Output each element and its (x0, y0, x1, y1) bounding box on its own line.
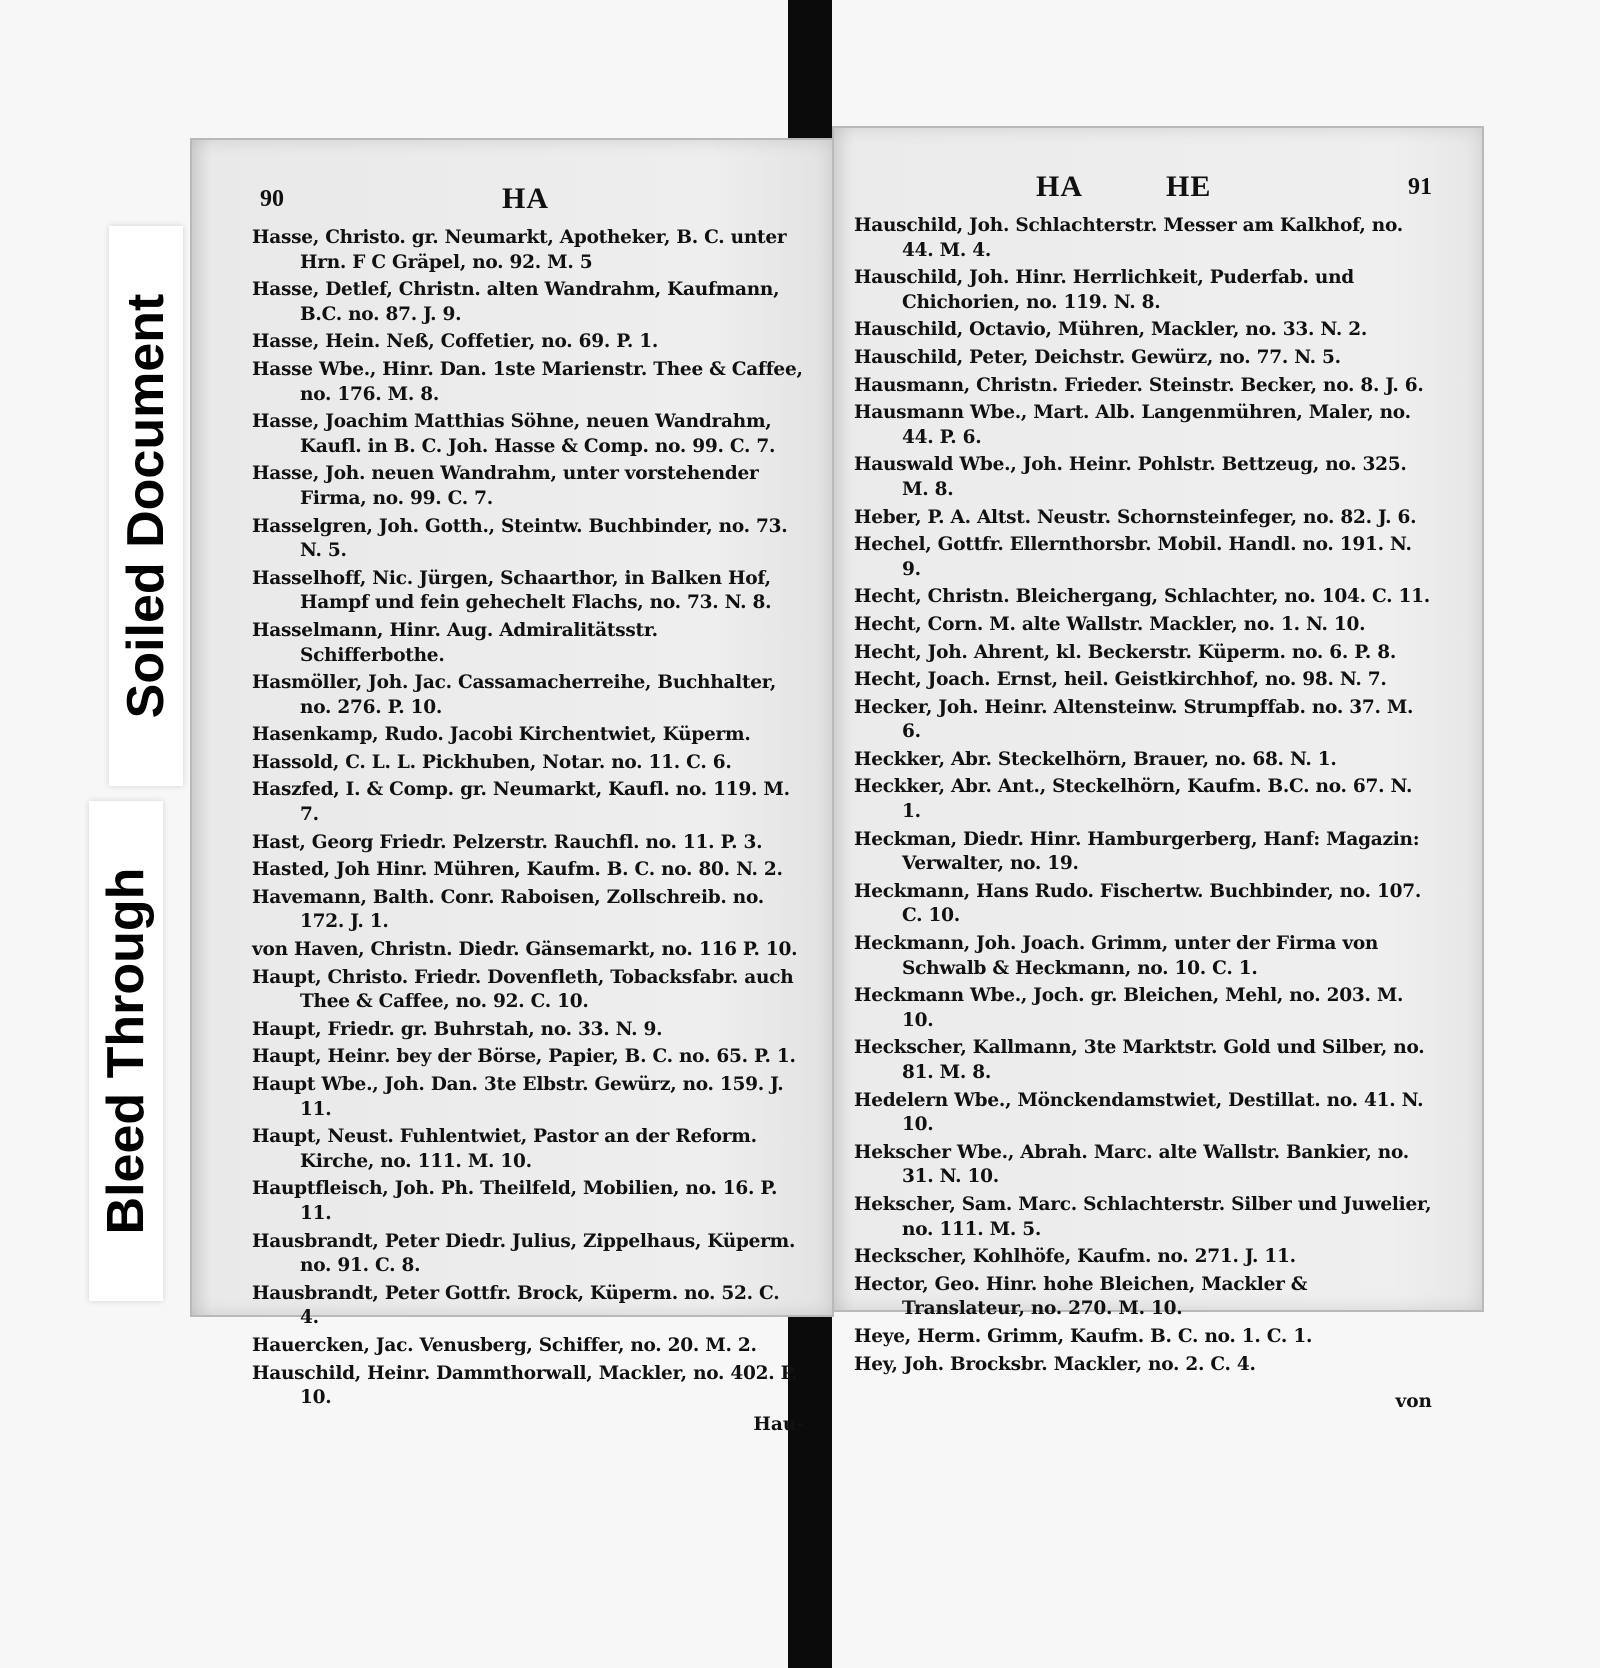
directory-entry: Hauptfleisch, Joh. Ph. Theilfeld, Mobilien, no. 16. P. 11. (252, 1178, 778, 1224)
directory-entry: Hecht, Christn. Bleichergang, Schlachter, no. 104. C. 11. (854, 586, 1430, 608)
directory-entry: Heckmann Wbe., Joch. gr. Bleichen, Mehl, no. 203. M. 10. (854, 985, 1404, 1031)
directory-entry: Hasselmann, Hinr. Aug. Admiralitätsstr. Schifferbothe. (252, 619, 658, 666)
right-page-running-head-ha: HA (1036, 170, 1083, 203)
directory-entry: Hausbrandt, Peter Gottfr. Brock, Küperm. no. 52. C. 4. (252, 1282, 780, 1329)
directory-entry: Hecht, Joh. Ahrent, kl. Beckerstr. Küperm. no. 6. P. 8. (854, 641, 1397, 663)
directory-entry: Haupt Wbe., Joh. Dan. 3te Elbstr. Gewürz, no. 159. J. 11. (252, 1074, 784, 1120)
directory-entry: Heye, Herm. Grimm, Kaufm. B. C. no. 1. C. 1. (854, 1325, 1313, 1347)
directory-entry: Hasselgren, Joh. Gotth., Steintw. Buchbinder, no. 73. N. 5. (252, 515, 788, 562)
directory-entry: von Haven, Christn. Diedr. Gänsemarkt, no. 116 P. 10. (252, 939, 798, 961)
right-page (832, 126, 1484, 1413)
directory-entry: Heckscher, Kallmann, 3te Marktstr. Gold und Silber, no. 81. M. 8. (854, 1037, 1425, 1083)
directory-entry: Haupt, Friedr. gr. Buhrstah, no. 33. N. 9. (252, 1018, 663, 1040)
directory-entry: Hasselhoff, Nic. Jürgen, Schaarthor, in Balken Hof, Hampf und fein gehechelt Flachs, no. 73. N. 8. (252, 567, 772, 614)
left-page-header (252, 180, 804, 226)
directory-entry: Hauschild, Peter, Deichstr. Gewürz, no. 77. N. 5. (854, 346, 1341, 368)
directory-entry: Hausbrandt, Peter Diedr. Julius, Zippelhaus, Küperm. no. 91. C. 8. (252, 1230, 796, 1277)
directory-entry: Heckmann, Hans Rudo. Fischertw. Buchbinder, no. 107. C. 10. (854, 880, 1422, 927)
directory-entry: Haszfed, I. & Comp. gr. Neumarkt, Kaufl. no. 119. M. 7. (252, 779, 790, 826)
right-page-catchword: von (1395, 1391, 1432, 1413)
directory-entry: Hasse, Hein. Neß, Coffetier, no. 69. P. 1. (252, 331, 659, 353)
directory-entry: Hey, Joh. Brocksbr. Mackler, no. 2. C. 4. (854, 1353, 1256, 1375)
directory-entry: Heber, P. A. Altst. Neustr. Schornsteinfeger, no. 82. J. 6. (854, 506, 1417, 528)
directory-entry: Haupt, Christo. Friedr. Dovenfleth, Tobacksfabr. auch Thee & Caffee, no. 92. C. 10. (252, 966, 794, 1013)
directory-entry: Hauschild, Joh. Schlachterstr. Messer am Kalkhof, no. 44. M. 4. (854, 215, 1403, 261)
right-page-header (854, 168, 1432, 214)
directory-entry: Hauswald Wbe., Joh. Heinr. Pohlstr. Bettzeug, no. 325. M. 8. (854, 454, 1407, 500)
directory-entry: Hauschild, Joh. Hinr. Herrlichkeit, Puderfab. und Chichorien, no. 119. N. 8. (854, 267, 1354, 313)
directory-entry: Hasted, Joh Hinr. Mühren, Kaufm. B. C. no. 80. N. 2. (252, 859, 783, 881)
directory-entry: Hasse, Christo. gr. Neumarkt, Apotheker, B. C. unter Hrn. F C Gräpel, no. 92. M. 5 (252, 227, 787, 273)
directory-entry: Haupt, Neust. Fuhlentwiet, Pastor an der Reform. Kirche, no. 111. M. 10. (252, 1126, 757, 1172)
directory-entry: Hector, Geo. Hinr. hohe Bleichen, Mackler & Translateur, no. 270. M. 10. (854, 1273, 1308, 1320)
directory-entry: Hecht, Joach. Ernst, heil. Geistkirchhof, no. 98. N. 7. (854, 669, 1387, 691)
right-page-content (854, 168, 1432, 1413)
directory-entry: Hekscher, Sam. Marc. Schlachterstr. Silber und Juwelier, no. 111. M. 5. (854, 1193, 1432, 1240)
directory-entry: Hauschild, Heinr. Dammthorwall, Mackler, no. 402. P. 10. (252, 1362, 798, 1409)
right-page-entries (854, 214, 1432, 1377)
directory-entry: Hauercken, Jac. Venusberg, Schiffer, no. 20. M. 2. (252, 1334, 757, 1356)
left-page-number: 90 (260, 186, 284, 212)
directory-entry: Heckman, Diedr. Hinr. Hamburgerberg, Hanf: Magazin: Verwalter, no. 19. (854, 828, 1420, 875)
right-page-running-head-he: HE (1166, 170, 1212, 203)
left-page-entries (252, 226, 804, 1411)
directory-entry: Haupt, Heinr. bey der Börse, Papier, B. C. no. 65. P. 1. (252, 1046, 796, 1068)
directory-entry: Hassold, C. L. L. Pickhuben, Notar. no. 11. C. 6. (252, 751, 732, 773)
left-page-catchword: Hau- (753, 1413, 804, 1435)
right-page-number: 91 (1408, 174, 1432, 200)
directory-entry: Heckker, Abr. Ant., Steckelhörn, Kaufm. B.C. no. 67. N. 1. (854, 776, 1413, 823)
directory-entry: Hasmöller, Joh. Jac. Cassamacherreihe, Buchhalter, no. 276. P. 10. (252, 672, 777, 718)
directory-entry: Hecker, Joh. Heinr. Altensteinw. Strumpffab. no. 37. M. 6. (854, 696, 1414, 743)
directory-entry: Hasse, Joachim Matthias Söhne, neuen Wandrahm, Kaufl. in B. C. Joh. Hasse & Comp. no. 99. C. 7. (252, 411, 776, 457)
gutter-shadow-top (788, 0, 832, 150)
directory-entry: Hausmann, Christn. Frieder. Steinstr. Becker, no. 8. J. 6. (854, 374, 1424, 396)
directory-entry: Havemann, Balth. Conr. Raboisen, Zollschreib. no. 172. J. 1. (252, 886, 764, 933)
directory-entry: Hechel, Gottfr. Ellernthorsbr. Mobil. Handl. no. 191. N. 9. (854, 534, 1412, 580)
bleed-through-label: Bleed Through (89, 801, 163, 1301)
directory-entry: Hast, Georg Friedr. Pelzerstr. Rauchfl. no. 11. P. 3. (252, 831, 763, 853)
directory-entry: Hasenkamp, Rudo. Jacobi Kirchentwiet, Küperm. (252, 724, 751, 746)
directory-entry: Heckscher, Kohlhöfe, Kaufm. no. 271. J. 11. (854, 1246, 1296, 1268)
directory-entry: Heckmann, Joh. Joach. Grimm, unter der Firma von Schwalb & Heckmann, no. 10. C. 1. (854, 933, 1379, 979)
directory-entry: Hekscher Wbe., Abrah. Marc. alte Wallstr. Bankier, no. 31. N. 10. (854, 1141, 1409, 1188)
directory-entry: Heckker, Abr. Steckelhörn, Brauer, no. 68. N. 1. (854, 748, 1337, 770)
directory-entry: Hasse, Joh. neuen Wandrahm, unter vorstehender Firma, no. 99. C. 7. (252, 463, 759, 509)
left-page-content (252, 180, 804, 1435)
directory-entry: Hecht, Corn. M. alte Wallstr. Mackler, no. 1. N. 10. (854, 613, 1366, 635)
directory-entry: Hauschild, Octavio, Mühren, Mackler, no. 33. N. 2. (854, 319, 1368, 341)
soiled-document-label: Soiled Document (109, 226, 183, 786)
directory-entry: Hausmann Wbe., Mart. Alb. Langenmühren, Maler, no. 44. P. 6. (854, 402, 1411, 448)
directory-entry: Hasse Wbe., Hinr. Dan. 1ste Marienstr. Thee & Caffee, no. 176. M. 8. (252, 358, 803, 405)
directory-entry: Hasse, Detlef, Christn. alten Wandrahm, Kaufmann, B.C. no. 87. J. 9. (252, 279, 780, 325)
left-page-running-head: HA (502, 182, 549, 215)
left-page (190, 138, 834, 1435)
directory-entry: Hedelern Wbe., Mönckendamstwiet, Destillat. no. 41. N. 10. (854, 1089, 1424, 1136)
